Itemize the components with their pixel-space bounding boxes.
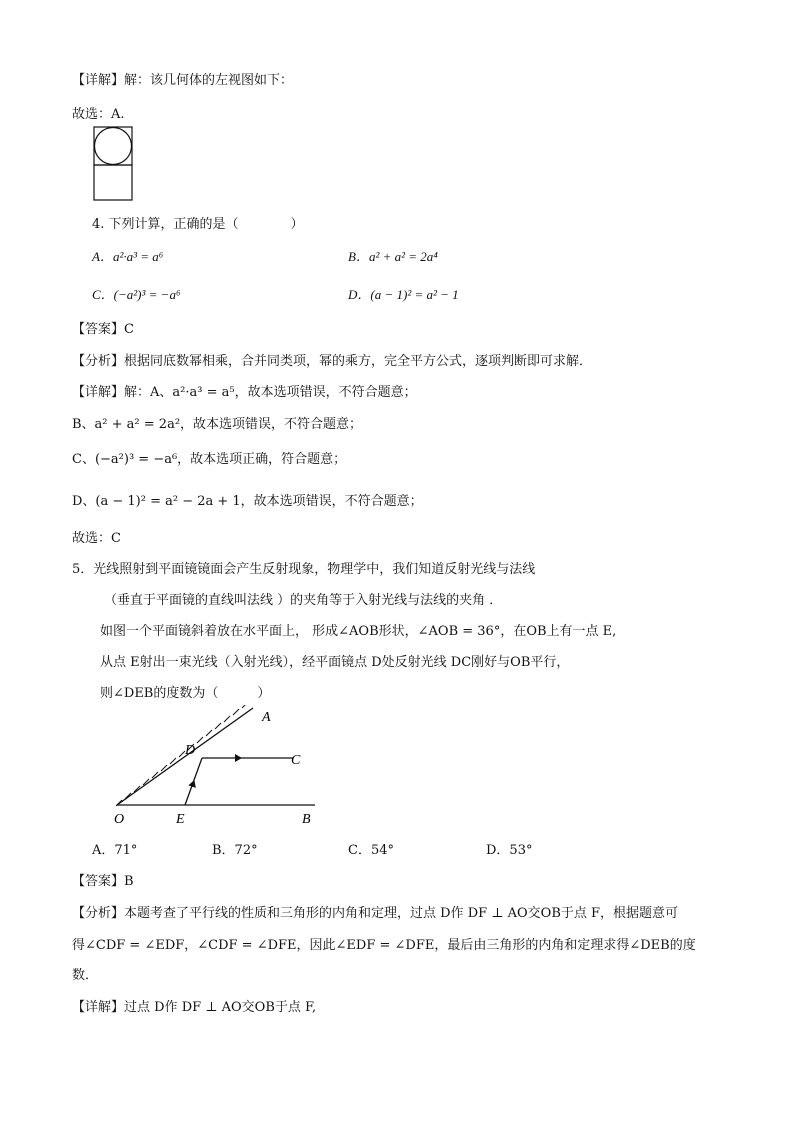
- q4-option-d: D．(a − 1)² = a² − 1: [348, 287, 459, 302]
- q4-answer: 【答案】C: [72, 322, 134, 337]
- circle: [95, 128, 132, 165]
- q5-line-5: 则∠DEB的度数为（ ）: [100, 686, 271, 701]
- label-d: D: [185, 743, 196, 758]
- q4-stem: 4. 下列计算，正确的是（ ）: [92, 217, 304, 232]
- q5-line-2: （垂直于平面镜的直线叫法线 ）的夹角等于入射光线与法线的夹角 ．: [104, 593, 503, 608]
- q5-analysis-2: 得∠CDF = ∠EDF，∠CDF = ∠DFE，因此∠EDF = ∠DFE，最后由三角形的内角和定理求得∠DEB的度: [72, 938, 696, 953]
- q5-line-1: 5．光线照射到平面镜镜面会产生反射现象，物理学中，我们知道反射光线与法线: [72, 562, 536, 577]
- q4-option-a: A．a²·a³ = a⁶: [92, 249, 164, 264]
- mirror-diagram: [105, 705, 335, 830]
- q5-line-4: 从点 E射出一束光线（入射光线），经平面镜点 D处反射光线 DC刚好与OB平行，: [100, 655, 570, 670]
- choice-line: 故选：A.: [72, 107, 125, 122]
- q5-line-3: 如图一个平面镜斜着放在水平面上， 形成∠AOB形状，∠AOB = 36°，在OB上有一点 E,: [100, 624, 617, 639]
- label-b: B: [302, 812, 311, 827]
- q4-detail-d: D、(a − 1)² = a² − 2a + 1，故本选项错误，不符合题意；: [72, 494, 423, 509]
- left-view-figure: [90, 124, 138, 204]
- q5-answer: 【答案】B: [72, 874, 134, 889]
- q5-analysis-3: 数．: [72, 968, 99, 983]
- label-c: C: [291, 753, 301, 768]
- q4-detail-a: 【详解】解：A、a²·a³ = a⁵，故本选项错误，不符合题意；: [72, 385, 417, 400]
- q4-option-c: C．(−a²)³ = −a⁶: [92, 287, 181, 302]
- q5-option-b: B．72°: [212, 843, 258, 858]
- detail-line: 【详解】解：该几何体的左视图如下：: [72, 73, 294, 88]
- q5-analysis-1: 【分析】本题考查了平行线的性质和三角形的内角和定理，过点 D作 DF ⊥ AO交OB于点 F，根据题意可: [72, 906, 679, 921]
- label-a: A: [262, 710, 271, 725]
- label-e: E: [176, 812, 185, 827]
- lower-square: [94, 165, 132, 200]
- q5-option-d: D．53°: [486, 843, 533, 858]
- q5-option-c: C．54°: [348, 843, 394, 858]
- q4-detail-b: B、a² + a² = 2a²，故本选项错误，不符合题意；: [72, 417, 363, 432]
- q5-detail: 【详解】过点 D作 DF ⊥ AO交OB于点 F,: [72, 1000, 317, 1015]
- q4-analysis: 【分析】根据同底数幂相乘，合并同类项，幂的乘方，完全平方公式，逐项判断即可求解．: [72, 354, 593, 369]
- q4-detail-c: C、(−a²)³ = −a⁶，故本选项正确，符合题意；: [72, 452, 347, 467]
- label-o: O: [114, 812, 125, 827]
- q4-option-b: B．a² + a² = 2a⁴: [348, 249, 438, 264]
- q4-choice: 故选：C: [72, 531, 121, 546]
- q5-option-a: A．71°: [92, 843, 138, 858]
